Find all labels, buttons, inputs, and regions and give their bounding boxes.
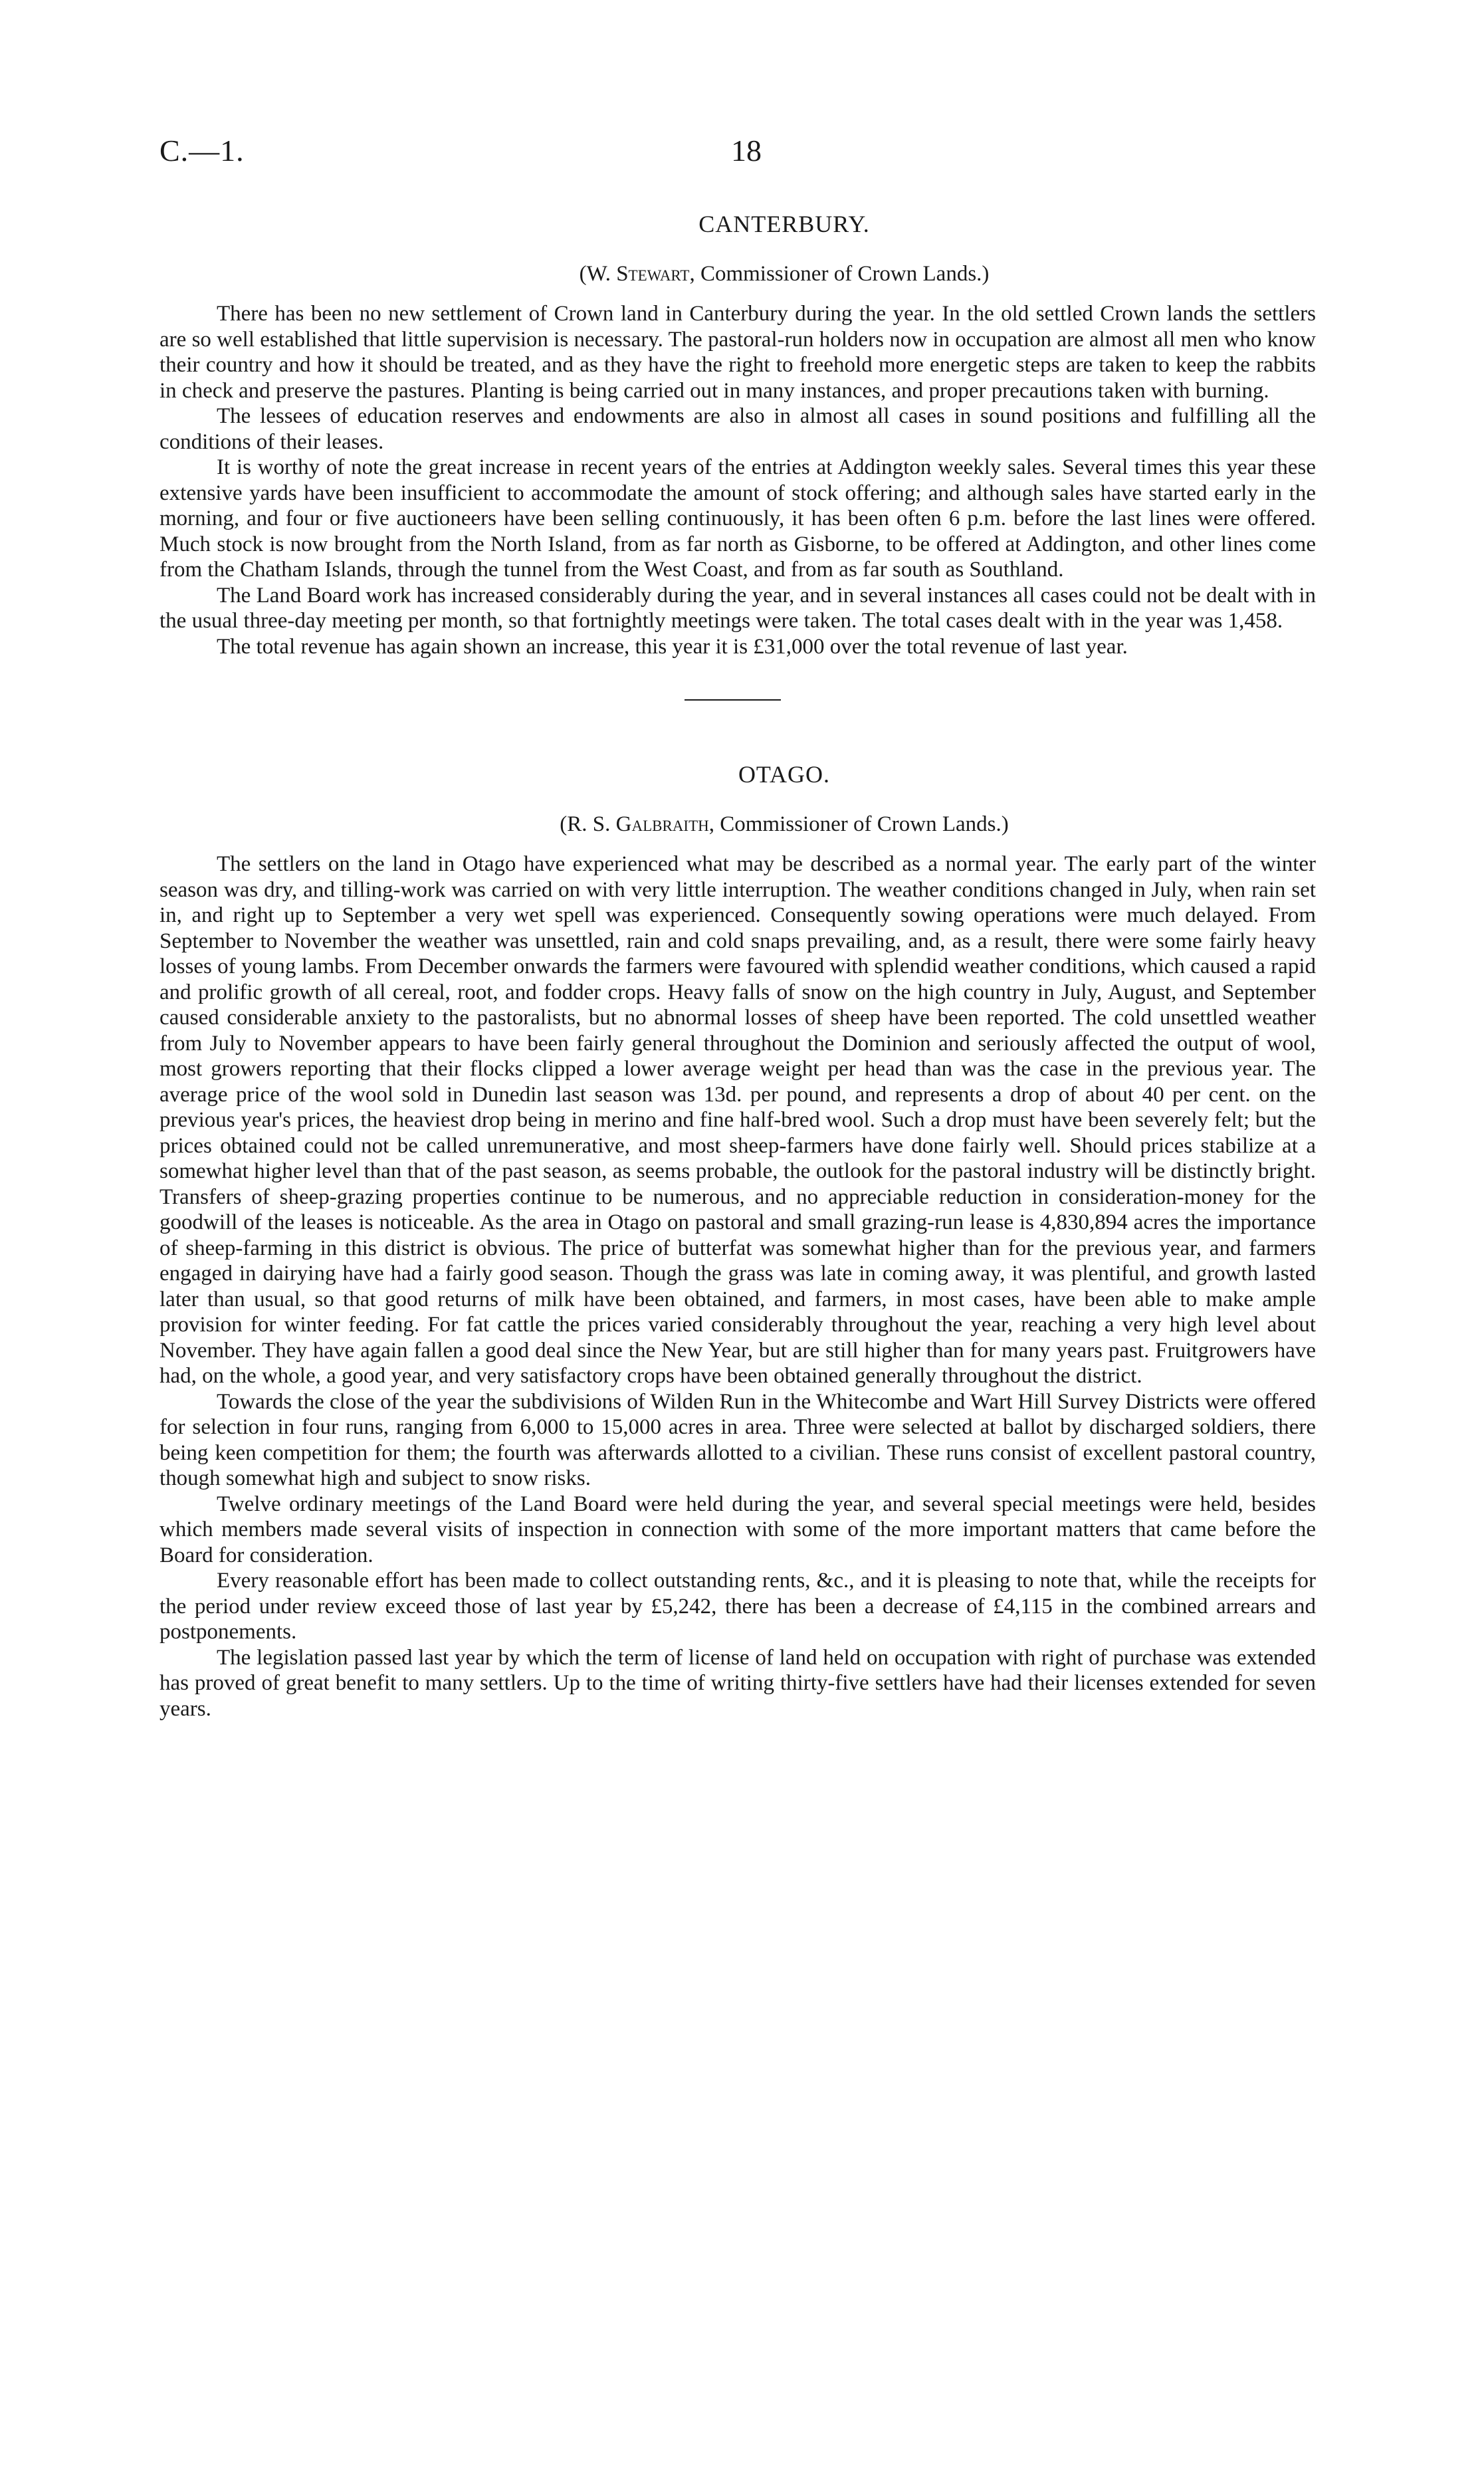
running-header [159,133,1316,179]
document-page [159,133,1316,1722]
paragraph: Every reasonable effort has been made to collect outstanding rents, &c., and it is pleasing to note that, while the receipts for the period under review exceed those of last year by £5,242, there has been a decrease of £4,115 in the combined arrears and postponements. [159,1569,1316,1644]
paragraph: Twelve ordinary meetings of the Land Board were held during the year, and several special meetings were held, besides which members made several visits of inspection in connection with some of the more important matters that came before the Board for consideration. [159,1492,1316,1567]
paragraph: The total revenue has again shown an increase, this year it is £31,000 over the total revenue of last year. [217,634,1128,659]
section-otago [159,760,1316,1722]
page-number: 18 [731,134,762,168]
paragraph: The Land Board work has increased considerably during the year, and in several instances all cases could not be dealt with in the usual three-day meeting per month, so that fortnightly meetings were taken. The total cases dealt with in the year was 1,458. [159,583,1316,633]
document-reference: C.—1. [159,134,245,168]
paragraph: The settlers on the land in Otago have experienced what may be described as a normal year. The early part of the winter season was dry, and tilling-work was carried on with very little interruption. The weather conditions changed in July, when rain set in, and right up to September a very wet spell was experienced. Consequently sowing operations were much delayed. From September to November the weather was unsettled, rain and cold snaps prevailing, and, as a result, there were some fairly heavy losses of young lambs. From December onwards the farmers were favoured with splendid weather conditions, which caused a rapid and prolific growth of all cereal, root, and fodder crops. Heavy falls of snow on the high country in July, August, and September caused considerable anxiety to the pastoralists, but no abnormal losses of sheep have been reported. The cold unsettled weather from July to November appears to have been fairly general throughout the Dominion and seriously affected the output of wool, most growers reporting that their flocks clipped a lower average weight per head than was the case in the previous year. The average price of the wool sold in Dunedin last season was 13d. per pound, and represents a drop of about 40 per cent. on the previous year's prices, the heaviest drop being in merino and fine half-bred wool. Such a drop must have been severely felt; but the prices obtained could not be called unremunerative, and most sheep-farmers have done fairly well. Should prices stabilize at a somewhat higher level than that of the past season, as seems probable, the outlook for the pastoral industry will be distinctly bright. Transfers of sheep-grazing properties continue to be numerous, and no appreciable reduction in consideration-money for the goodwill of the leases is noticeable. As the area in Otago on pastoral and small grazing-run lease is 4,830,894 acres the importance of sheep-farming in this district is obvious. The price of butterfat was somewhat higher than for the previous year, and farmers engaged in dairying have had a fairly good season. Though the grass was late in coming away, it was plentiful, and growth lasted later than usual, so that good returns of milk have been obtained, and farmers, in most cases, have been able to make ample provision for winter feeding. For fat cattle the prices varied considerably throughout the year, reaching a very high level about November. They have again fallen a good deal since the New Year, but are still higher than for many years past. Fruitgrowers have had, on the whole, a good year, and very satisfactory crops have been obtained generally throughout the district. [159,852,1316,1388]
section-title: OTAGO. [738,761,831,788]
section-spacer [159,701,1316,760]
paragraph: It is worthy of note the great increase in recent years of the entries at Addington weekly sales. Several times this year these extensive yards have been insufficient to accommodate the amount of stock offering; and although sales have started early in the morning, and four or five auctioneers have been selling continuously, it has been often 6 p.m. before the last lines were offered. Much stock is now brought from the North Island, from as far north as Gisborne, to be offered at Addington, and other lines come from the Chatham Islands, through the tunnel from the West Coast, and from as far south as Southland. [159,455,1316,582]
commissioner-name: Stewart [616,262,690,286]
paragraph: There has been no new settlement of Crown land in Canterbury during the year. In the old settled Crown lands the settlers are so well established that little supervision is necessary. The pastoral-run holders now in occupation are almost all men who know their country and how it should be treated, and as they have the right to freehold more energetic steps are taken to keep the rabbits in check and preserve the pastures. Planting is being carried out in many instances, and proper precautions taken with burning. [159,302,1316,403]
commissioner-name: Galbraith [615,812,709,836]
paragraph: The legislation passed last year by which the term of license of land held on occupation with right of purchase was extended has proved of great benefit to many settlers. Up to the time of writing thirty-five settlers have had their licenses extended for seven years. [159,1645,1316,1721]
section-byline: (R. S. Galbraith, Commissioner of Crown Lands.) [560,812,1009,836]
section-byline: (W. Stewart, Commissioner of Crown Lands.) [579,262,990,286]
paragraph: The lessees of education reserves and endowments are also in almost all cases in sound positions and fulfilling all the conditions of their leases. [159,404,1316,454]
section-title: CANTERBURY. [698,211,870,237]
paragraph: Towards the close of the year the subdivisions of Wilden Run in the Whitecombe and Wart Hill Survey Districts were offered for selection in four runs, ranging from 6,000 to 15,000 acres in area. Three were selected at ballot by discharged soldiers, there being keen competition for them; the fourth was afterwards allotted to a civilian. These runs consist of excellent pastoral country, though somewhat high and subject to snow risks. [159,1389,1316,1490]
section-canterbury [159,210,1316,659]
